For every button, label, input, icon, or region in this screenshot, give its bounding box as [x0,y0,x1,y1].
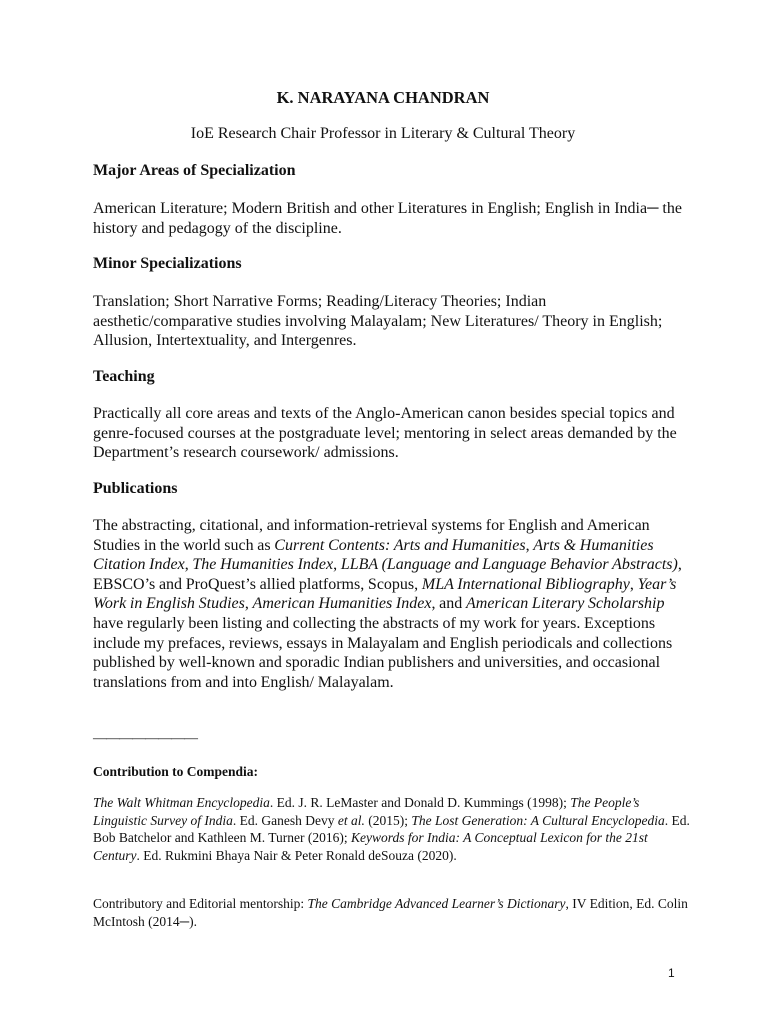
paragraph-teaching: Practically all core areas and texts of the Anglo-American canon besides special topics and genre-focused courses at the postgraduate level; mentoring in select areas demanded by the Department’s research coursework/ admissions. [93,405,677,462]
paragraph-minor-specializations: Translation; Short Narrative Forms; Reading/Literacy Theories; Indian aesthetic/comparative studies involving Malayalam; New Literatures/ Theory in English; Allusion, Intertextuality, and Intergenres. [93,293,663,350]
footnote-separator: ———————— [93,731,197,746]
page-number: 1 [668,966,675,980]
paragraph-major-areas: American Literature; Modern British and other Literatures in English; English in India─ the history and pedagogy of the discipline. [93,200,682,237]
heading-teaching: Teaching [93,368,155,385]
author-title: IoE Research Chair Professor in Literary & Cultural Theory [190,125,576,142]
heading-minor-specializations: Minor Specializations [93,255,242,272]
paragraph-editorial-mentorship: Contributory and Editorial mentorship: The Cambridge Advanced Learner’s Dictionary, IV Edition, Ed. Colin McIntosh (2014─). [93,896,688,929]
heading-major-areas: Major Areas of Specialization [93,162,296,179]
paragraph-compendia: The Walt Whitman Encyclopedia. Ed. J. R. LeMaster and Donald D. Kummings (1998); The People’s Linguistic Survey of India. Ed. Ganesh Devy et al. (2015); The Lost Generation: A Cultural Encyclopedia. Ed. Bob Batchelor and Kathleen M. Turner (2016); Keywords for India: A Conceptual Lexicon for the 21st Century. Ed. Rukmini Bhaya Nair & Peter Ronald deSouza (2020). [93,795,690,863]
heading-publications: Publications [93,480,178,497]
paragraph-publications: The abstracting, citational, and information-retrieval systems for English and American Studies in the world such as Current Contents: Arts and Humanities, Arts & Humanities Citation Index, The Humanities Index, LLBA (Language and Language Behavior Abstracts), EBSCO’s and ProQuest’s allied platforms, Scopus, MLA International Bibliography, Year’s Work in English Studies, American Humanities Index, and American Literary Scholarship have regularly been listing and collecting the abstracts of my work for years. Exceptions include my prefaces, reviews, essays in Malayalam and English periodicals and collections published by well-known and sporadic Indian publishers and universities, and occasional translations from and into English/ Malayalam. [93,517,682,691]
author-name: K. NARAYANA CHANDRAN [276,88,490,107]
heading-compendia: Contribution to Compendia: [93,764,259,779]
